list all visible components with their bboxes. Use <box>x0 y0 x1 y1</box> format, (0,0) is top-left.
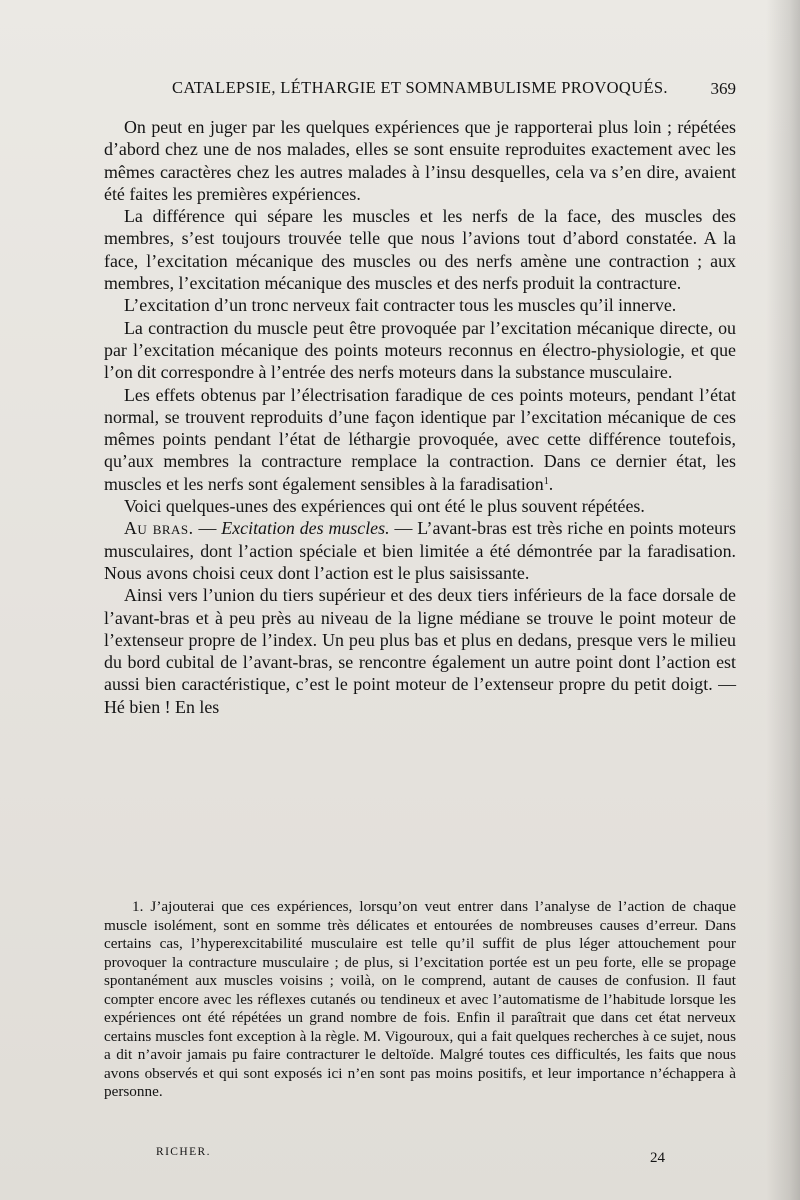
footnote-reference: 1 <box>543 475 549 487</box>
paragraph: On peut en juger par les quelques expériences que je rapporterai plus loin ; répétées d’abord chez une de nos malades, elles se sont ensuite reproduites exactement avec les mêmes caractères chez les autres malades à l’insu desquelles, cela va s’en dire, avaient été faites les premières expériences. <box>104 117 736 204</box>
paragraph-text: Les effets obtenus par l’électrisation faradique de ces points moteurs, pendant l’état normal, se trouvent reproduits d’une façon identique par l’excitation mécanique de ces mêmes points pendant l’état de léthargie provoquée, avec cette différence toutefois, qu’aux membres la contracture remplace la contraction. Dans ce dernier état, les muscles et les nerfs sont également sensibles à la faradisation <box>104 384 736 494</box>
section-label: Au bras. <box>124 518 194 539</box>
footnote: 1. J’ajouterai que ces expériences, lorsqu’on veut entrer dans l’analyse de l’action de chaque muscle isolément, sont en somme très délicates et entourées de nombreuses causes d’erreur. Dans certains cas, l’hyperexcitabilité musculaire est telle qu’il suffit de plus léger attouchement pour provoquer la contracture musculaire ; de plus, si l’excitation portée est un peu forte, elle se propage spontanément aux muscles voisins ; voilà, on le comprend, autant de causes de confusion. Il faut compter encore avec les réflexes cutanés ou tendineux et avec l’automatisme de l’habitude lorsque les expériences ont été répétées un grand nombre de fois. Enfin il paraîtrait que dans cet état nerveux certains muscles font exception à la règle. M. Vigouroux, qui a fait quelques recherches à ce sujet, nous a dit n’avoir jamais pu faire contracturer le deltoïde. Malgré toutes ces difficultés, les faits que nous avons observés et qui sont exposés ici n’en sont pas moins positifs, et leur importance n’échappera à personne. <box>104 898 736 1101</box>
paragraph: L’excitation d’un tronc nerveux fait contracter tous les muscles qu’il innerve. <box>124 295 677 316</box>
section-dash: — <box>193 518 222 539</box>
footnotes <box>104 898 736 1102</box>
body-text <box>104 116 736 718</box>
paragraph: La différence qui sépare les muscles et les nerfs de la face, des muscles des membres, s’est toujours trouvée telle que nous l’avions tout d’abord constatée. A la face, l’excitation mécanique des muscles ou des nerfs amène une contraction ; aux membres, l’excitation mécanique des muscles et des nerfs produit la contracture. <box>104 206 736 294</box>
paragraph-text: — L’avant-bras est très riche en points moteurs musculaires, dont l’action spéciale et bien limitée a été démontrée par la faradisation. Nous avons choisi ceux dont l’action est le plus saisissante. <box>104 518 736 583</box>
paragraph: Voici quelques-unes des expériences qui ont été le plus souvent répétées. <box>124 496 645 517</box>
page-number: 369 <box>710 79 736 98</box>
paragraph: Ainsi vers l’union du tiers supérieur et des deux tiers inférieurs de la face dorsale de l’avant-bras et à peu près au niveau de la ligne médiane se trouve le point moteur de l’extenseur propre de l’index. Un peu plus bas et plus en dedans, presque vers le milieu du bord cubital de l’avant-bras, se rencontre également un autre point dont l’action est aussi bien caractéristique, c’est le point moteur de l’extenseur propre du petit doigt. — Hé bien ! En les <box>104 585 736 717</box>
section-heading: Excitation des muscles. <box>221 518 390 539</box>
page-gutter-shadow <box>766 0 800 1200</box>
running-head <box>104 78 736 102</box>
paragraph-end: . <box>548 473 554 494</box>
paragraph <box>104 517 736 584</box>
paragraph <box>104 384 736 495</box>
signature-mark: RICHER. <box>156 1146 211 1158</box>
running-title: CATALEPSIE, LÉTHARGIE ET SOMNAMBULISME PROVOQUÉS. <box>172 78 668 97</box>
sheet-number: 24 <box>650 1150 665 1166</box>
paragraph: La contraction du muscle peut être provoquée par l’excitation mécanique directe, ou par l’excitation mécanique des points moteurs reconnus en électro-physiologie, et que l’on dit correspondre à l’entrée des nerfs moteurs dans la substance musculaire. <box>104 317 736 383</box>
